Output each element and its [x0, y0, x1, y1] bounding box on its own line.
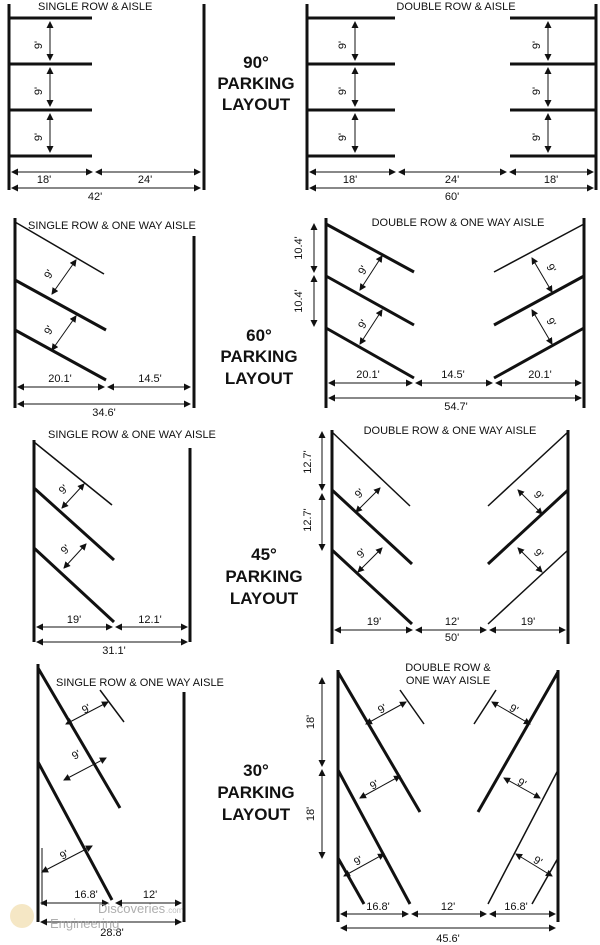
aisle-width-dim: 24'	[444, 174, 460, 186]
stall-depth-dim: 19'	[66, 614, 82, 626]
double-row-45	[322, 430, 568, 644]
aisle-width-dim: 12.1'	[138, 614, 162, 626]
title-30-line1: 30°	[243, 761, 269, 780]
stall-width-dim: 9'	[33, 86, 45, 96]
stall-spacing-dim: 18'	[305, 714, 317, 730]
aisle-width-dim: 12'	[444, 616, 460, 628]
stall-depth-dim: 20.1'	[48, 373, 72, 385]
stall-width-dim: 9'	[79, 702, 94, 717]
aisle-width-dim: 12'	[142, 889, 158, 901]
total-width-dim: 54.7'	[444, 401, 468, 413]
stall-width-dim: 9'	[58, 542, 74, 558]
double-row-45-label: DOUBLE ROW & ONE WAY AISLE	[363, 425, 537, 437]
stall-width-dim: 9'	[543, 315, 558, 330]
watermark-line2: Engineering	[50, 916, 120, 931]
title-90-line3: LAYOUT	[221, 95, 291, 114]
total-width-dim: 60'	[444, 191, 460, 203]
single-row-30-label: SINGLE ROW & ONE WAY AISLE	[56, 677, 224, 689]
stall-width-dim: 9'	[356, 317, 371, 332]
stall-spacing-dim: 18'	[305, 806, 317, 822]
stall-width-dim: 9'	[69, 748, 84, 763]
double-row-30	[322, 670, 558, 928]
single-row-60	[15, 218, 194, 408]
stall-depth-dim: 16.8'	[504, 901, 528, 913]
stall-width-dim: 9'	[351, 854, 366, 869]
double-row-90	[307, 4, 596, 190]
title-60-line2: PARKING	[220, 347, 298, 366]
watermark-line1: Discoveries	[98, 901, 166, 916]
stall-width-dim: 9'	[42, 323, 57, 338]
title-90-line2: PARKING	[217, 74, 295, 93]
title-60-line1: 60°	[246, 326, 272, 345]
watermark-logo-icon	[10, 904, 34, 928]
stall-width-dim: 9'	[506, 702, 521, 717]
single-row-30	[38, 664, 184, 922]
stall-width-dim: 9'	[337, 86, 349, 96]
stall-depth-dim: 16.8'	[366, 901, 390, 913]
single-row-45-label: SINGLE ROW & ONE WAY AISLE	[48, 429, 216, 441]
stall-spacing-dim: 12.7'	[302, 508, 314, 532]
stall-width-dim: 9'	[531, 86, 543, 96]
stall-depth-dim: 18'	[543, 174, 559, 186]
total-width-dim: 31.1'	[102, 645, 126, 657]
title-45-line3: LAYOUT	[229, 589, 299, 608]
aisle-width-dim: 14.5'	[138, 373, 162, 385]
aisle-width-dim: 24'	[137, 174, 153, 186]
total-width-dim: 50'	[444, 632, 460, 644]
stall-depth-dim: 19'	[366, 616, 382, 628]
stall-width-dim: 9'	[530, 488, 546, 504]
stall-width-dim: 9'	[42, 267, 57, 282]
stall-depth-dim: 20.1'	[356, 369, 380, 381]
total-width-dim: 45.6'	[436, 933, 460, 945]
stall-width-dim: 9'	[56, 482, 72, 498]
watermark-suffix: .com	[166, 906, 184, 915]
single-row-90-label: SINGLE ROW & AISLE	[38, 1, 153, 13]
stall-depth-dim: 19'	[520, 616, 536, 628]
stall-spacing-dim: 10.4'	[293, 289, 305, 313]
title-60-line3: LAYOUT	[224, 369, 294, 388]
stall-spacing-dim: 12.7'	[302, 450, 314, 474]
aisle-width-dim: 12'	[440, 901, 456, 913]
aisle-width-dim: 14.5'	[441, 369, 465, 381]
stall-width-dim: 9'	[543, 261, 558, 276]
stall-spacing-dim: 10.4'	[293, 236, 305, 260]
total-width-dim: 42'	[87, 191, 103, 203]
stall-width-dim: 9'	[352, 486, 368, 502]
stall-width-dim: 9'	[337, 40, 349, 50]
single-row-90	[9, 4, 204, 190]
title-90-line1: 90°	[243, 53, 269, 72]
title-45-line2: PARKING	[225, 567, 303, 586]
double-row-90-label: DOUBLE ROW & AISLE	[396, 1, 516, 13]
stall-width-dim: 9'	[375, 702, 390, 717]
title-45-line1: 45°	[251, 545, 277, 564]
double-row-30-label-line1: DOUBLE ROW &	[405, 662, 491, 674]
stall-width-dim: 9'	[531, 132, 543, 142]
stall-width-dim: 9'	[531, 40, 543, 50]
section-90-degree	[9, 1, 596, 203]
stall-depth-dim: 18'	[342, 174, 358, 186]
stall-width-dim: 9'	[33, 132, 45, 142]
stall-width-dim: 9'	[356, 263, 371, 278]
watermark	[10, 901, 184, 931]
stall-width-dim: 9'	[33, 40, 45, 50]
total-width-dim: 34.6'	[92, 407, 116, 419]
stall-depth-dim: 16.8'	[74, 889, 98, 901]
double-row-60-label: DOUBLE ROW & ONE WAY AISLE	[371, 217, 545, 229]
stall-depth-dim: 20.1'	[528, 369, 552, 381]
double-row-30-label-line2: ONE WAY AISLE	[405, 675, 491, 687]
total-width-dim: 28.8'	[100, 927, 124, 939]
section-60-degree	[15, 217, 584, 419]
stall-width-dim: 9'	[367, 778, 382, 793]
section-45-degree	[34, 425, 568, 657]
single-row-45	[34, 440, 190, 642]
stall-width-dim: 9'	[354, 546, 370, 562]
stall-width-dim: 9'	[57, 848, 72, 863]
single-row-60-label: SINGLE ROW & ONE WAY AISLE	[28, 220, 196, 232]
title-30-line3: LAYOUT	[221, 805, 291, 824]
stall-width-dim: 9'	[514, 776, 529, 791]
stall-width-dim: 9'	[530, 546, 546, 562]
stall-depth-dim: 18'	[36, 174, 52, 186]
stall-width-dim: 9'	[530, 854, 545, 869]
title-30-line2: PARKING	[217, 783, 295, 802]
stall-width-dim: 9'	[337, 132, 349, 142]
